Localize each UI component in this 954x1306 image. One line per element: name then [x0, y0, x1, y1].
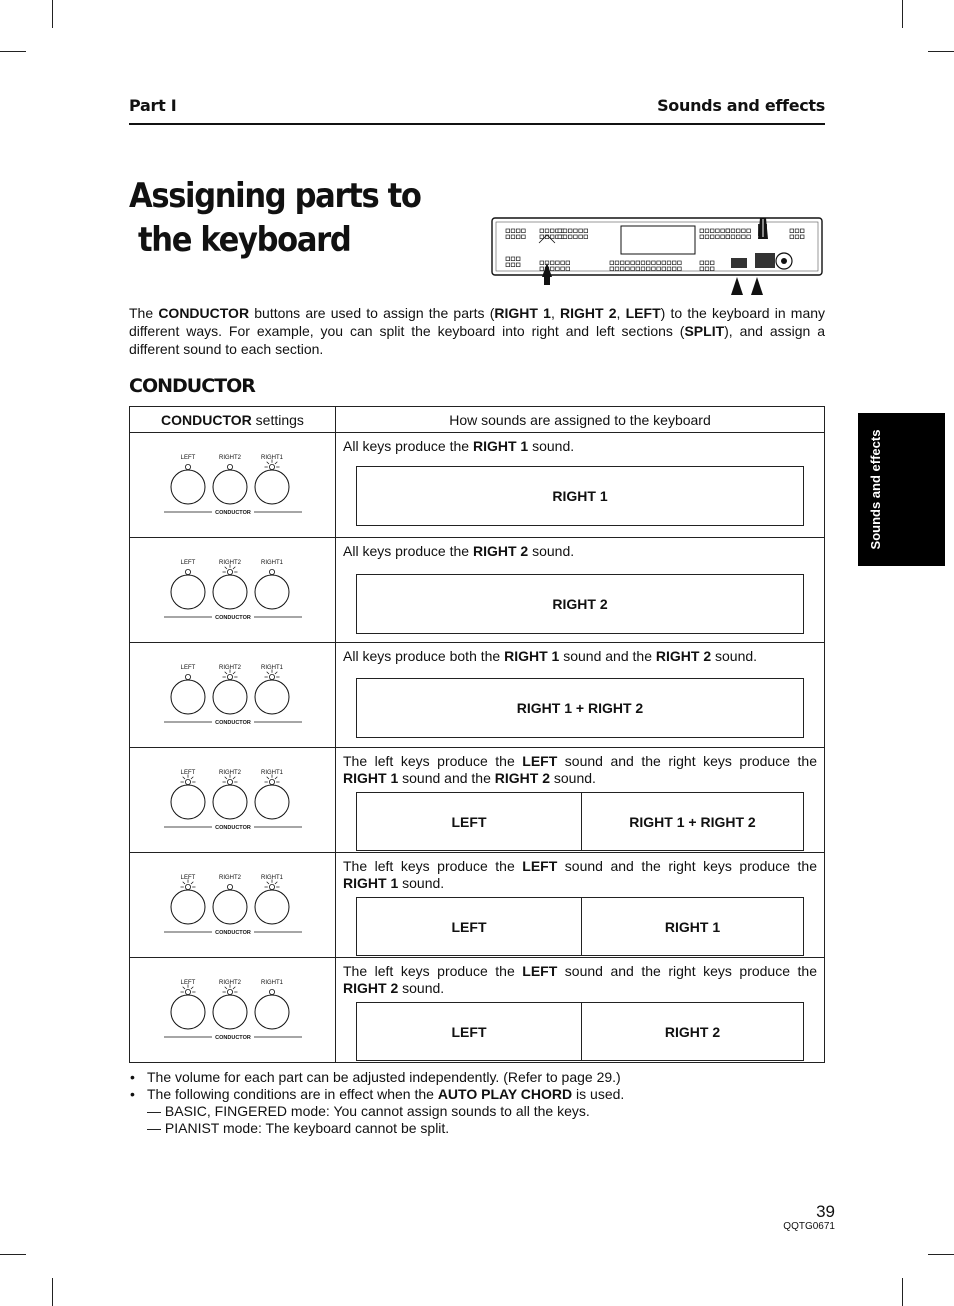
panel-button-icon	[710, 261, 714, 265]
column-header-settings: CONDUCTOR settings	[130, 407, 336, 433]
panel-button-icon	[652, 261, 656, 265]
panel-button-icon	[736, 229, 740, 233]
panel-button-icon	[736, 235, 740, 239]
zone-label-right: RIGHT 2	[664, 1023, 721, 1040]
crop-mark	[52, 0, 53, 28]
conductor-button-icon	[171, 995, 205, 1029]
panel-button-icon	[563, 229, 567, 233]
conductor-panel-diagram	[158, 450, 308, 520]
conductor-button-icon	[171, 575, 205, 609]
table-row	[130, 958, 825, 1063]
panel-button-icon	[636, 261, 640, 265]
panel-button-icon	[540, 235, 544, 239]
row-description: All keys produce the RIGHT 1 sound.	[343, 438, 575, 454]
table-row	[130, 748, 825, 853]
panel-button-icon	[556, 261, 560, 265]
conductor-button-icon	[213, 680, 247, 714]
panel-caption: CONDUCTOR	[214, 720, 251, 726]
panel-button-icon	[516, 235, 520, 239]
assignment-cell	[336, 853, 825, 958]
panel-button-icon	[610, 261, 614, 265]
table-row	[130, 433, 825, 538]
panel-button-icon	[566, 261, 570, 265]
panel-button-icon	[721, 235, 725, 239]
conductor-panel-diagram	[158, 765, 308, 835]
conductor-button-icon	[255, 995, 289, 1029]
notes-list	[129, 1069, 829, 1137]
panel-caption: CONDUCTOR	[214, 825, 251, 831]
zone-label: RIGHT 1 + RIGHT 2	[516, 700, 644, 716]
crop-mark	[928, 51, 954, 52]
panel-button-icon	[747, 235, 751, 239]
panel-button-icon	[568, 229, 572, 233]
conductor-button-icon	[255, 680, 289, 714]
panel-label: RIGHT1	[260, 770, 283, 776]
indicator-lamp	[227, 464, 232, 469]
panel-button-icon	[550, 229, 554, 233]
zone-label-left: LEFT	[357, 793, 582, 850]
zone-label-left: LEFT	[357, 1003, 582, 1060]
panel-button-icon	[516, 229, 520, 233]
panel-button-icon	[561, 261, 565, 265]
panel-label: RIGHT2	[218, 560, 241, 566]
crop-mark	[902, 0, 903, 28]
panel-button-icon	[742, 229, 746, 233]
panel-button-icon	[556, 267, 560, 271]
panel-button-icon	[516, 263, 520, 267]
crop-mark	[52, 1278, 53, 1306]
indicator-lamp	[269, 779, 274, 784]
panel-label: LEFT	[180, 980, 195, 986]
panel-button-icon	[545, 229, 549, 233]
row-description: The left keys produce the LEFT sound and the right keys produce the RIGHT 2 sound.	[343, 963, 817, 996]
panel-button-icon	[522, 235, 526, 239]
side-tab: Sounds and effects	[858, 413, 945, 566]
table-row	[130, 538, 825, 643]
panel-button-icon	[721, 229, 725, 233]
panel-button-icon	[662, 261, 666, 265]
panel-caption: CONDUCTOR	[214, 615, 251, 621]
conductor-table	[129, 406, 825, 1063]
panel-button-icon	[657, 267, 661, 271]
instrument-panel-illustration	[490, 217, 825, 297]
header-section: Sounds and effects	[657, 96, 825, 115]
indicator-lamp	[227, 884, 232, 889]
indicator-lamp	[269, 464, 274, 469]
crop-mark	[902, 1278, 903, 1306]
panel-button-icon	[563, 235, 567, 239]
indicator-lamp	[269, 674, 274, 679]
panel-button-icon	[710, 229, 714, 233]
panel-label: RIGHT2	[218, 770, 241, 776]
panel-label: RIGHT1	[260, 665, 283, 671]
conductor-button-icon	[213, 785, 247, 819]
assignment-cell	[336, 433, 825, 538]
panel-button-icon	[667, 267, 671, 271]
column-header-assignment: How sounds are assigned to the keyboard	[336, 407, 825, 433]
keyboard-zone-diagram	[356, 678, 804, 738]
panel-button-icon	[800, 235, 804, 239]
indicator-lamp	[227, 674, 232, 679]
panel-button-icon	[667, 261, 671, 265]
panel-button-icon	[522, 229, 526, 233]
panel-label: LEFT	[180, 665, 195, 671]
row-description: All keys produce the RIGHT 2 sound.	[343, 543, 575, 559]
panel-label: RIGHT1	[260, 980, 283, 986]
panel-button-icon	[646, 267, 650, 271]
panel-button-icon	[584, 229, 588, 233]
table-header-row	[130, 407, 825, 433]
panel-button-icon	[726, 235, 730, 239]
panel-button-icon	[511, 263, 515, 267]
panel-button-icon	[700, 235, 704, 239]
panel-button-icon	[511, 229, 515, 233]
page-number: 39	[816, 1202, 835, 1221]
indicator-lamp	[227, 779, 232, 784]
intro-paragraph: The CONDUCTOR buttons are used to assign the parts (RIGHT 1, RIGHT 2, LEFT) to the keyboard in many different ways. For example, you can split the keyboard into right and left sections (SPLIT), and assign a different sound to each section.	[129, 305, 826, 357]
indicator-lamp	[185, 779, 190, 784]
assignment-cell	[336, 958, 825, 1063]
panel-button-icon	[641, 267, 645, 271]
panel-label: RIGHT1	[260, 455, 283, 461]
table-row	[130, 643, 825, 748]
panel-button-icon	[506, 229, 510, 233]
panel-button-icon	[657, 261, 661, 265]
header-rule	[129, 123, 825, 125]
panel-cell	[130, 958, 336, 1063]
conductor-button-icon	[213, 995, 247, 1029]
conductor-button-icon	[171, 680, 205, 714]
conductor-button-icon	[255, 785, 289, 819]
panel-label: LEFT	[180, 560, 195, 566]
panel-button-icon	[626, 267, 630, 271]
conductor-button-icon	[171, 785, 205, 819]
conductor-panel-diagram	[158, 870, 308, 940]
indicator-lamp	[269, 884, 274, 889]
conductor-button-icon	[213, 890, 247, 924]
panel-label: LEFT	[180, 455, 195, 461]
panel-button-icon	[641, 261, 645, 265]
panel-caption: CONDUCTOR	[214, 510, 251, 516]
assignment-cell	[336, 538, 825, 643]
panel-button-icon	[579, 229, 583, 233]
conductor-button-icon	[171, 890, 205, 924]
conductor-button-icon	[255, 890, 289, 924]
row-description: The left keys produce the LEFT sound and the right keys produce the RIGHT 1 sound.	[343, 858, 817, 891]
keyboard-zone-diagram	[356, 792, 804, 851]
keyboard-zone-diagram	[356, 574, 804, 634]
indicator-lamp	[185, 569, 190, 574]
page-code: QQTG0671	[783, 1221, 835, 1232]
panel-button-icon	[726, 229, 730, 233]
panel-button-icon	[795, 235, 799, 239]
keyboard-zone-diagram	[356, 466, 804, 526]
panel-button-icon	[742, 235, 746, 239]
panel-button-icon	[631, 261, 635, 265]
keyboard-zone-diagram	[356, 1002, 804, 1061]
panel-button-icon	[790, 235, 794, 239]
indicator-lamp	[227, 989, 232, 994]
conductor-button-icon	[213, 470, 247, 504]
panel-button-icon	[615, 261, 619, 265]
panel-button-icon	[646, 261, 650, 265]
zone-label-right: RIGHT 1 + RIGHT 2	[629, 813, 756, 830]
note-subitem: — PIANIST mode: The keyboard cannot be split.	[147, 1120, 450, 1136]
panel-button-icon	[579, 235, 583, 239]
indicator-lamp	[185, 989, 190, 994]
conductor-button-icon	[255, 470, 289, 504]
panel-button-icon	[558, 229, 562, 233]
panel-button-icon	[550, 261, 554, 265]
indicator-lamp	[269, 989, 274, 994]
assignment-cell	[336, 748, 825, 853]
panel-button-icon	[672, 261, 676, 265]
note-subitem: — BASIC, FINGERED mode: You cannot assign sounds to all the keys.	[147, 1103, 590, 1119]
panel-button-icon	[610, 267, 614, 271]
panel-button-icon	[662, 267, 666, 271]
panel-button-icon	[566, 267, 570, 271]
panel-button-icon	[511, 235, 515, 239]
panel-button-icon	[584, 235, 588, 239]
panel-cell	[130, 853, 336, 958]
conductor-button-icon	[213, 575, 247, 609]
panel-button-icon	[574, 229, 578, 233]
crop-mark	[0, 51, 26, 52]
panel-caption: CONDUCTOR	[214, 1035, 251, 1041]
panel-button-icon	[705, 261, 709, 265]
panel-label: RIGHT2	[218, 665, 241, 671]
section-heading: CONDUCTOR	[129, 375, 255, 397]
page-title	[129, 174, 421, 262]
panel-button-icon	[568, 235, 572, 239]
panel-button-icon	[631, 267, 635, 271]
panel-label: RIGHT1	[260, 875, 283, 881]
panel-button-icon	[574, 235, 578, 239]
conductor-button-icon	[171, 470, 205, 504]
panel-button-icon	[652, 267, 656, 271]
conductor-panel-diagram	[158, 660, 308, 730]
panel-button-icon	[516, 257, 520, 261]
panel-cell	[130, 433, 336, 538]
panel-button-icon	[506, 257, 510, 261]
panel-button-icon	[561, 267, 565, 271]
panel-button-icon	[550, 235, 554, 239]
panel-label: RIGHT2	[218, 875, 241, 881]
keyboard-zone-diagram	[356, 897, 804, 956]
panel-button-icon	[678, 261, 682, 265]
panel-button-icon	[626, 261, 630, 265]
panel-button-icon	[790, 229, 794, 233]
indicator-lamp	[185, 464, 190, 469]
note-item: • The volume for each part can be adjusted independently. (Refer to page 29.)	[129, 1069, 829, 1086]
conductor-panel-diagram	[158, 555, 308, 625]
panel-button-icon	[716, 229, 720, 233]
row-description: The left keys produce the LEFT sound and the right keys produce the RIGHT 1 sound and the RIGHT 2 sound.	[343, 753, 817, 786]
title-line-2: the keyboard	[138, 220, 351, 260]
panel-label: RIGHT2	[218, 455, 241, 461]
panel-label: RIGHT1	[260, 560, 283, 566]
panel-button-icon	[705, 235, 709, 239]
panel-label: LEFT	[180, 875, 195, 881]
zone-label-right: RIGHT 1	[664, 918, 721, 935]
indicator-lamp	[269, 569, 274, 574]
panel-button-icon	[636, 267, 640, 271]
panel-button-icon	[506, 235, 510, 239]
panel-button-icon	[731, 235, 735, 239]
row-description: All keys produce both the RIGHT 1 sound and the RIGHT 2 sound.	[343, 648, 758, 664]
panel-button-icon	[705, 267, 709, 271]
conductor-button-icon	[255, 575, 289, 609]
panel-button-icon	[710, 267, 714, 271]
panel-button-icon	[731, 229, 735, 233]
panel-label: RIGHT2	[218, 980, 241, 986]
zone-label: RIGHT 1	[552, 488, 608, 504]
indicator-lamp	[185, 674, 190, 679]
zone-label-left: LEFT	[357, 898, 582, 955]
panel-button-icon	[800, 229, 804, 233]
title-line-1: Assigning parts to	[129, 176, 421, 216]
panel-button-icon	[540, 267, 544, 271]
panel-button-icon	[511, 257, 515, 261]
conductor-panel-diagram	[158, 975, 308, 1045]
panel-button-icon	[700, 267, 704, 271]
panel-label: LEFT	[180, 770, 195, 776]
indicator-lamp	[185, 884, 190, 889]
panel-button-icon	[558, 235, 562, 239]
panel-button-icon	[716, 235, 720, 239]
panel-button-icon	[678, 267, 682, 271]
table-row	[130, 853, 825, 958]
panel-button-icon	[620, 267, 624, 271]
panel-button-icon	[540, 229, 544, 233]
note-item: • The following conditions are in effect when the AUTO PLAY CHORD is used.	[129, 1086, 829, 1103]
panel-button-icon	[672, 267, 676, 271]
panel-button-icon	[540, 261, 544, 265]
panel-button-icon	[615, 267, 619, 271]
panel-button-icon	[620, 261, 624, 265]
zone-label: RIGHT 2	[552, 596, 608, 612]
assignment-cell	[336, 643, 825, 748]
panel-cell	[130, 538, 336, 643]
crop-mark	[928, 1254, 954, 1255]
panel-button-icon	[506, 263, 510, 267]
crop-mark	[0, 1254, 26, 1255]
panel-button-icon	[700, 229, 704, 233]
panel-cell	[130, 643, 336, 748]
panel-button-icon	[795, 229, 799, 233]
panel-button-icon	[700, 261, 704, 265]
panel-button-icon	[710, 235, 714, 239]
header-part: Part I	[129, 96, 177, 115]
panel-caption: CONDUCTOR	[214, 930, 251, 936]
panel-cell	[130, 748, 336, 853]
panel-button-icon	[705, 229, 709, 233]
indicator-lamp	[227, 569, 232, 574]
panel-button-icon	[550, 267, 554, 271]
panel-button-icon	[747, 229, 751, 233]
